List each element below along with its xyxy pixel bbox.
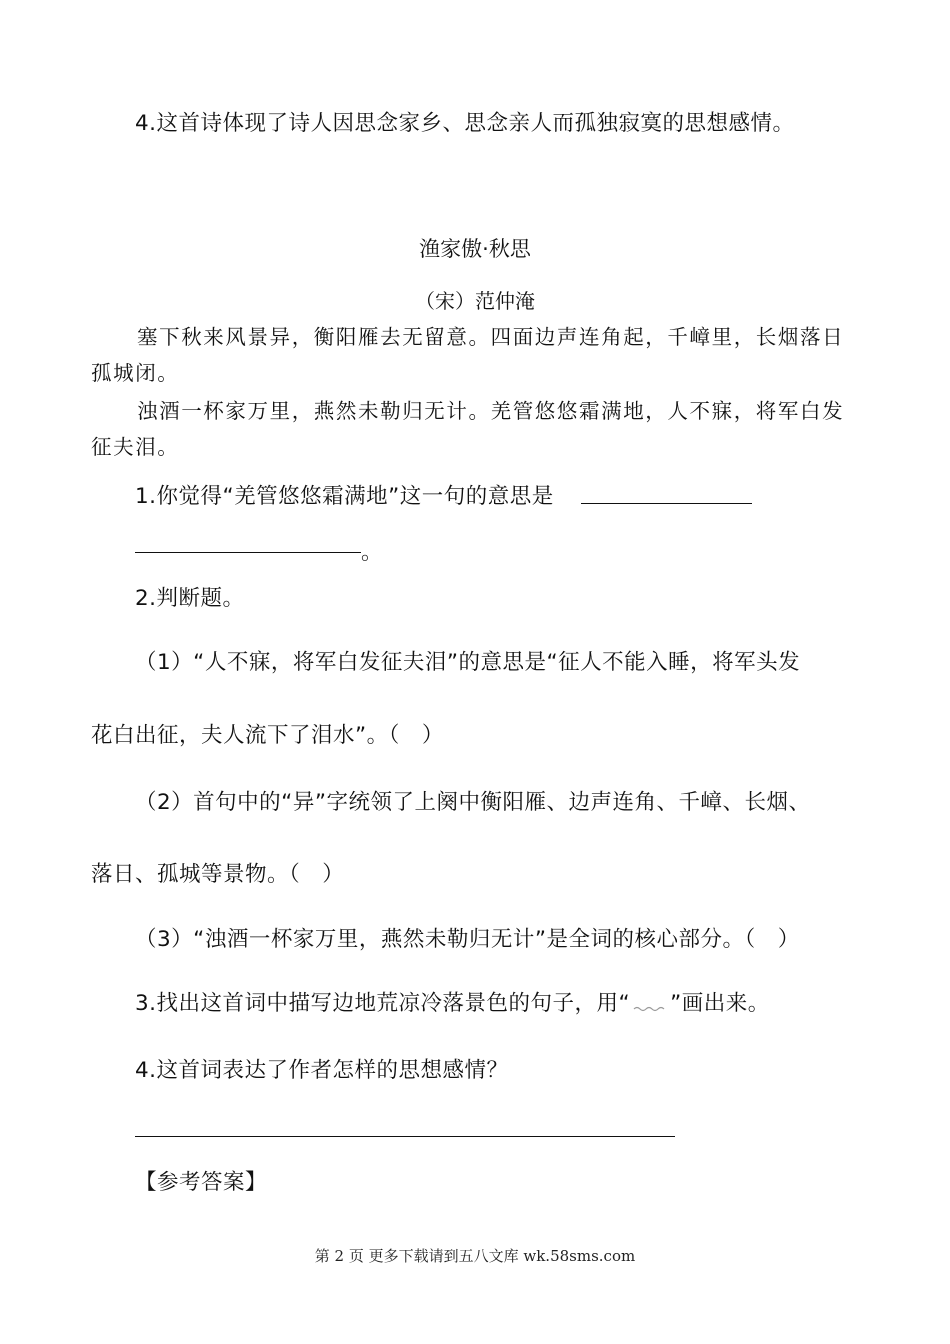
poem-stanza1-line2: 孤城闭。 (91, 361, 180, 385)
question-2-1-line2: 花白出征，夫人流下了泪水”。（ ） (91, 723, 444, 748)
page-footer: 第 2 页 更多下载请到五八文库 wk.58sms.com (314, 1247, 636, 1265)
poem-author: （宋）范仲淹 (415, 289, 535, 313)
wavy-underline-icon (630, 998, 670, 1014)
poem-title: 渔家傲·秋思 (419, 237, 531, 261)
question-1-text: 1.你觉得“羌管悠悠霜满地”这一句的意思是 (135, 484, 554, 509)
question-2-2-line2: 落日、孤城等景物。（ ） (91, 862, 345, 887)
answer-blank-1b[interactable] (135, 552, 361, 553)
poem-stanza2-line1: 浊酒一杯家万里，燕然未勒归无计。羌管悠悠霜满地，人不寐，将军白发 (137, 399, 845, 423)
question-2-1-line1: （1）“人不寐，将军白发征夫泪”的意思是“征人不能入睡，将军头发 (135, 650, 801, 675)
poem-stanza1-line1: 塞下秋来风景异，衡阳雁去无留意。四面边声连角起，千嶂里，长烟落日 (137, 325, 845, 349)
answer-blank-1a[interactable] (581, 503, 752, 504)
question-2-2-line1: （2）首句中的“异”字统领了上阕中衡阳雁、边声连角、千嶂、长烟、 (135, 790, 811, 815)
previous-answer-4: 4.这首诗体现了诗人因思念家乡、思念亲人而孤独寂寞的思想感情。 (135, 111, 795, 136)
question-3-before: 3.找出这首词中描写边地荒凉冷落景色的句子，用“ (135, 991, 631, 1016)
poem-stanza2-line2: 征夫泪。 (91, 435, 180, 459)
question-3-after: ”画出来。 (670, 991, 770, 1016)
question-2-3: （3）“浊酒一杯家万里，燕然未勒归无计”是全词的核心部分。（ ） (135, 927, 800, 952)
question-1-end: 。 (361, 540, 384, 565)
answer-section-heading: 【参考答案】 (135, 1170, 268, 1195)
question-2-text: 2.判断题。 (135, 586, 245, 611)
question-3 (135, 986, 770, 1017)
answer-blank-4[interactable] (135, 1136, 675, 1137)
question-4-text: 4.这首词表达了作者怎样的思想感情？ (135, 1058, 509, 1083)
